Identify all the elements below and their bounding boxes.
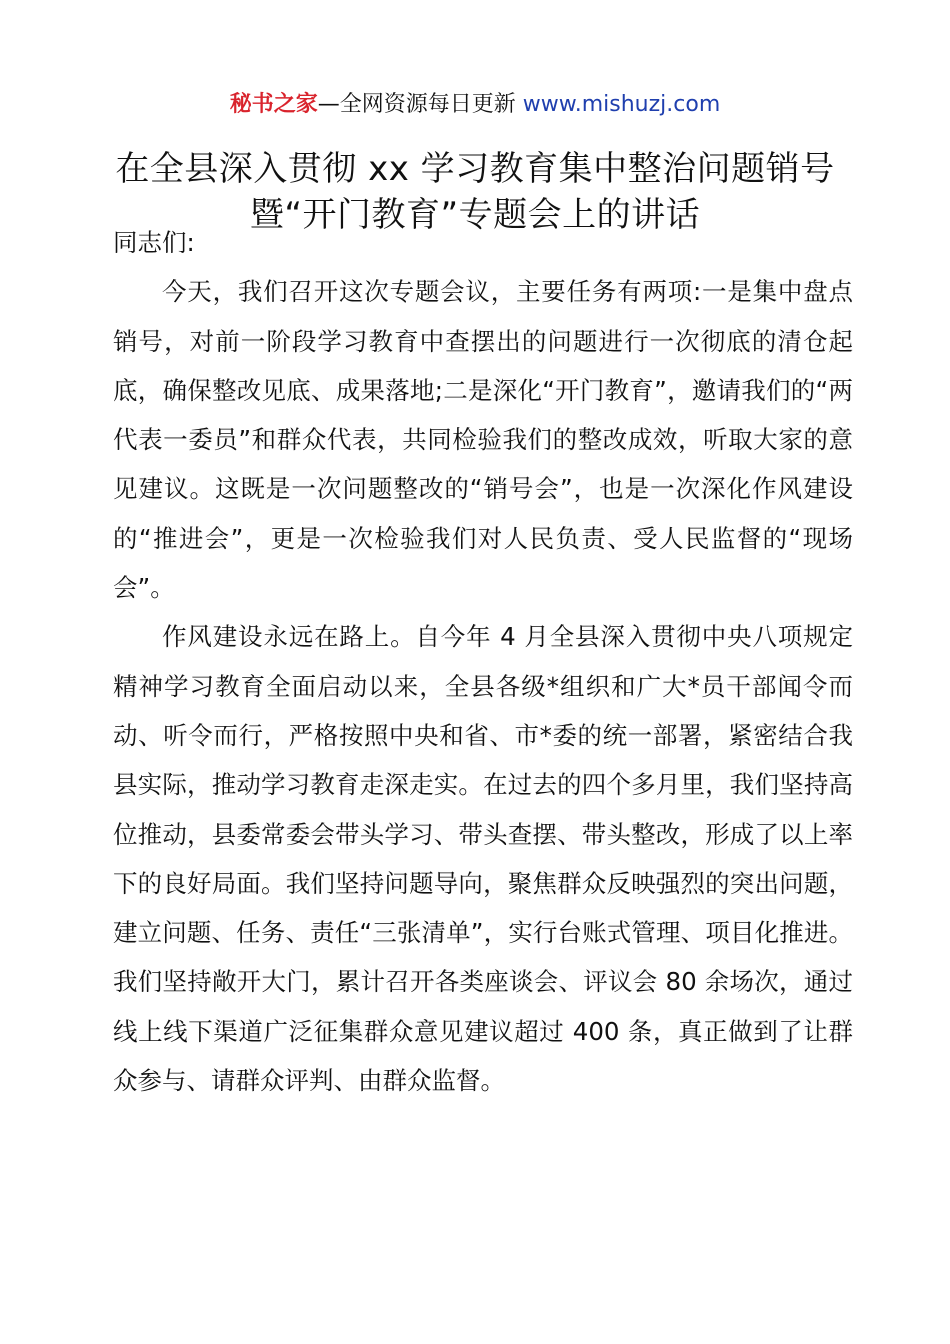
site-url-link[interactable]: www.mishuzj.com [522, 92, 721, 117]
paragraph-1: 今天，我们召开这次专题会议，主要任务有两项:一是集中盘点销号，对前一阶段学习教育中查摆出的问题进行一次彻底的清仓起底，确保整改见底、成果落地;二是深化“开门教育”，邀请我们的“两代表一委员”和群众代表，共同检验我们的整改成效，听取大家的意见建议。这既是一次问题整改的“销号会”，也是一次深化作风建设的“推进会”，更是一次检验我们对人民负责、受人民监督的“现场会”。 [113, 277, 853, 603]
title-line-1: 在全县深入贯彻 xx 学习教育集中整治问题销号 [115, 149, 835, 189]
salutation: 同志们: [113, 228, 195, 257]
title-line-2: 暨“开门教育”专题会上的讲话 [249, 195, 701, 235]
site-header [0, 88, 950, 122]
header-slogan: —全网资源每日更新 [317, 92, 523, 117]
paragraph-2: 作风建设永远在路上。自今年 4 月全县深入贯彻中央八项规定精神学习教育全面启动以来，全县各级*组织和广大*员干部闻令而动、听令而行，严格按照中央和省、市*委的统一部署，紧密结合我县实际，推动学习教育走深走实。在过去的四个多月里，我们坚持高位推动，县委常委会带头学习、带头查摆、带头整改，形成了以上率下的良好局面。我们坚持问题导向，聚焦群众反映强烈的突出问题，建立问题、任务、责任“三张清单”，实行台账式管理、项目化推进。我们坚持敞开大门，累计召开各类座谈会、评议会 80 余场次，通过线上线下渠道广泛征集群众意见建议超过 400 条，真正做到了让群众参与、请群众评判、由群众监督。 [113, 622, 853, 1096]
brand-name: 秘书之家 [229, 92, 318, 117]
document-body [113, 218, 853, 1105]
